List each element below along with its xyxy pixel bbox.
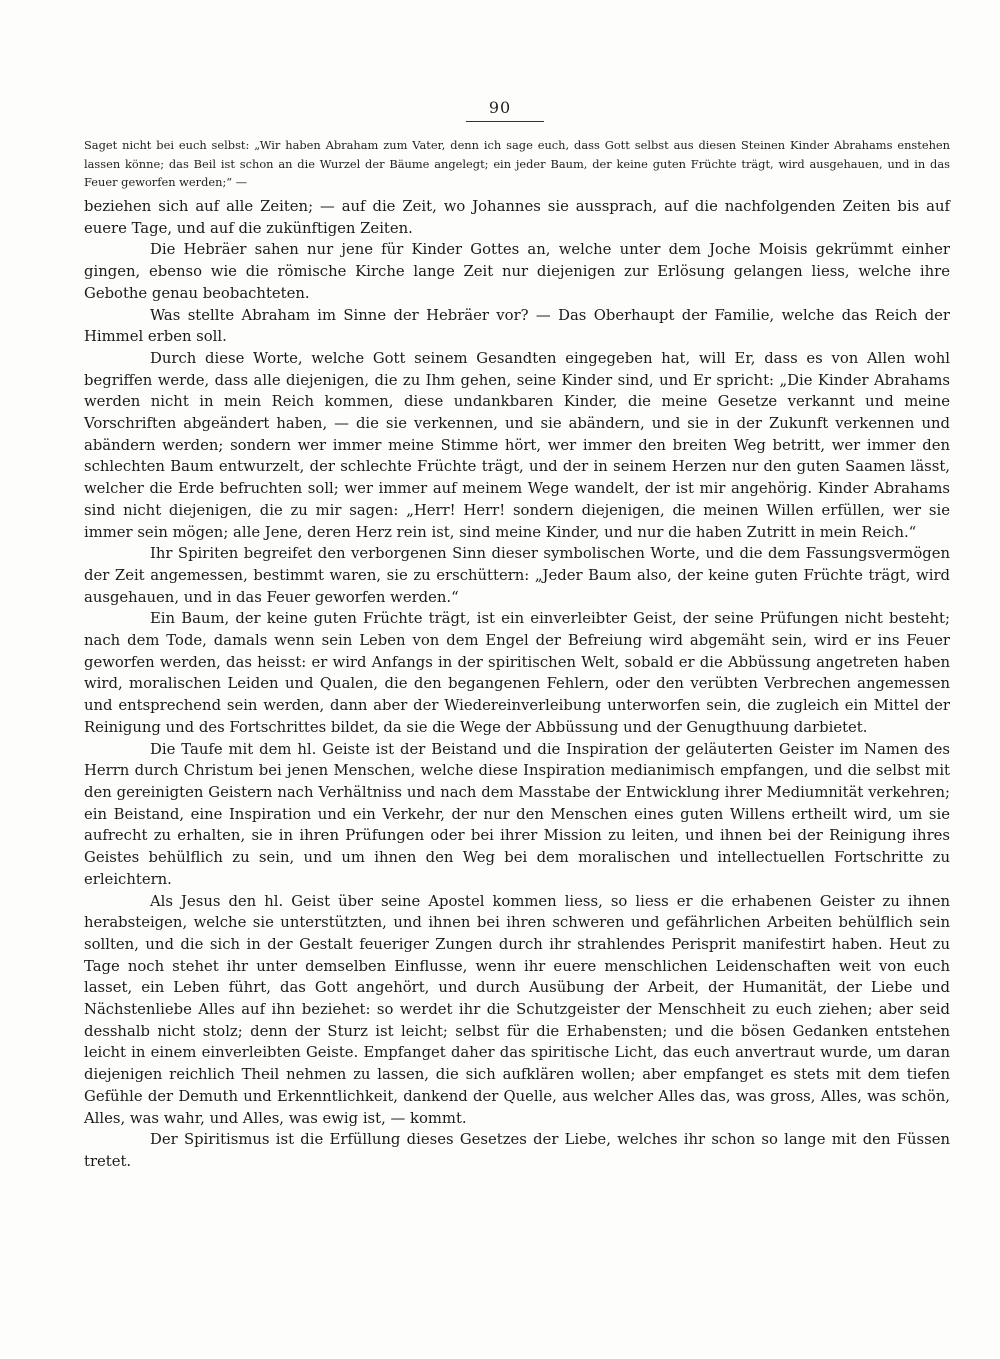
paragraph: Was stellte Abraham im Sinne der Hebräer vor? — Das Oberhaupt der Familie, welche das Reich der Himmel erben soll. [84, 306, 950, 346]
paragraph: Durch diese Worte, welche Gott seinem Gesandten eingegeben hat, will Er, dass es von Allen wohl begriffen werde, dass alle diejenigen, die zu Ihm gehen, seine Kinder sind, und Er spricht: „Die Kinder Abrahams werden nicht in mein Reich kommen, diese undankbaren Kinder, die meine Gesetze verkannt und meine Vorschriften abgeändert haben, — die sie verkennen, und sie abändern, und sie in der Zukunft verkennen und abändern werden; sondern wer immer meine Stimme hört, wer immer den breiten Weg betritt, wer immer den schlechten Baum entwurzelt, der schlechte Früchte trägt, und der in seinem Herzen nur den guten Saamen lässt, welcher die Erde befruchten soll; wer immer auf meinem Wege wandelt, der ist mir angehörig. Kinder Abrahams sind nicht diejenigen, die zu mir sagen: „Herr! Herr! sondern diejenigen, die meinen Willen erfüllen, wer sie immer sein mögen; alle Jene, deren Herz rein ist, sind meine Kinder, und nur die haben Zutritt in mein Reich.“ [84, 349, 950, 541]
paragraph: Der Spiritismus ist die Erfüllung dieses Gesetzes der Liebe, welches ihr schon so lange mit den Füssen tretet. [84, 1131, 950, 1170]
scripture-quote: Saget nicht bei euch selbst: „Wir haben Abraham zum Vater, denn ich sage euch, dass Gott selbst aus diesen Steinen Kinder Abrahams enstehen lassen könne; das Beil ist schon an die Wurzel der Bäume angelegt; ein jeder Baum, der keine guten Früchte trägt, wird ausgehauen, und in das Feuer geworfen werden;“ — [84, 138, 950, 189]
page-number-rule [466, 121, 544, 122]
paragraph: Die Taufe mit dem hl. Geiste ist der Beistand und die Inspiration der geläuterten Geister im Namen des Herrn durch Christum bei jenen Menschen, welche diese Inspiration medianimisch empfangen, und die selbst mit den gereinigten Geistern nach Verhältniss und nach dem Masstabe der Entwicklung ihrer Mediumnität verkehren; ein Beistand, eine Inspiration und ein Verkehr, der nur den Menschen eines guten Willens ertheilt wird, um sie aufrecht zu erhalten, sie in ihren Prüfungen oder bei ihrer Mission zu leiten, und ihnen bei der Reinigung ihres Geistes behülflich zu sein, und um ihnen den Weg bei dem moralischen und intellectuellen Fortschritte zu erleichtern. [84, 740, 950, 888]
paragraph: Als Jesus den hl. Geist über seine Apostel kommen liess, so liess er die erhabenen Geister zu ihnen herabsteigen, welche sie unterstützten, und ihnen bei ihren schweren und gefährlichen Arbeiten behülflich sein sollten, und die sich in der Gestalt feueriger Zungen durch ihr strahlendes Perisprit manifestirt haben. Heut zu Tage noch stehet ihr unter demselben Einflusse, wenn ihr euere menschlichen Leidenschaften weit von euch lasset, ein Leben führt, das Gott angehört, und durch Ausübung der Arbeit, der Humanität, der Liebe und Nächstenliebe Alles auf ihn beziehet: so werdet ihr die Schutzgeister der Menschheit zu euch ziehen; aber seid desshalb nicht stolz; denn der Sturz ist leicht; selbst für die Erhabensten; und die bösen Gedanken entstehen leicht in einem einverleibten Geiste. Empfanget daher das spiritische Licht, das euch anvertraut wurde, um daran diejenigen reichlich Theil nehmen zu lassen, die sich aufklären wollen; aber empfanget es stets mit dem tiefen Gefühle der Demuth und Erkenntlichkeit, dankend der Quelle, aus welcher Alles das, was gross, Alles, was schön, Alles, was wahr, und Alles, was ewig ist, — kommt. [84, 892, 950, 1127]
paragraph-continuation: beziehen sich auf alle Zeiten; — auf die Zeit, wo Johannes sie aussprach, auf die nachfolgenden Zeiten bis auf euere Tage, und auf die zukünftigen Zeiten. [84, 198, 950, 237]
paragraph: Ein Baum, der keine guten Früchte trägt, ist ein einverleibter Geist, der seine Prüfungen nicht besteht; nach dem Tode, damals wenn sein Leben von dem Engel der Befreiung wird abgemäht sein, wird er ins Feuer geworfen werden, das heisst: er wird Anfangs in der spiritischen Welt, sobald er die Abbüssung angetreten haben wird, moralischen Leiden und Qualen, die den begangenen Fehlern, oder den verübten Verbrechen angemessen und entsprechend sein werden, dann aber der Wiedereinverleibung unterworfen sein, die zugleich ein Mittel der Reinigung und des Fortschrittes bildet, da sie die Wege der Abbüssung und der Genugthuung darbietet. [84, 610, 950, 736]
paragraph: Ihr Spiriten begreifet den verborgenen Sinn dieser symbolischen Worte, und die dem Fassungsvermögen der Zeit angemessen, bestimmt waren, sie zu erschüttern: „Jeder Baum also, der keine guten Früchte trägt, wird ausgehauen, und in das Feuer geworfen werden.“ [84, 545, 950, 606]
body-text [84, 196, 950, 1173]
page-number: 90 [488, 98, 512, 117]
paragraph: Die Hebräer sahen nur jene für Kinder Gottes an, welche unter dem Joche Moisis gekrümmt einher gingen, ebenso wie die römische Kirche lange Zeit nur diejenigen zur Erlösung gelangen liess, welche ihre Gebothe genau beobachteten. [84, 241, 950, 302]
